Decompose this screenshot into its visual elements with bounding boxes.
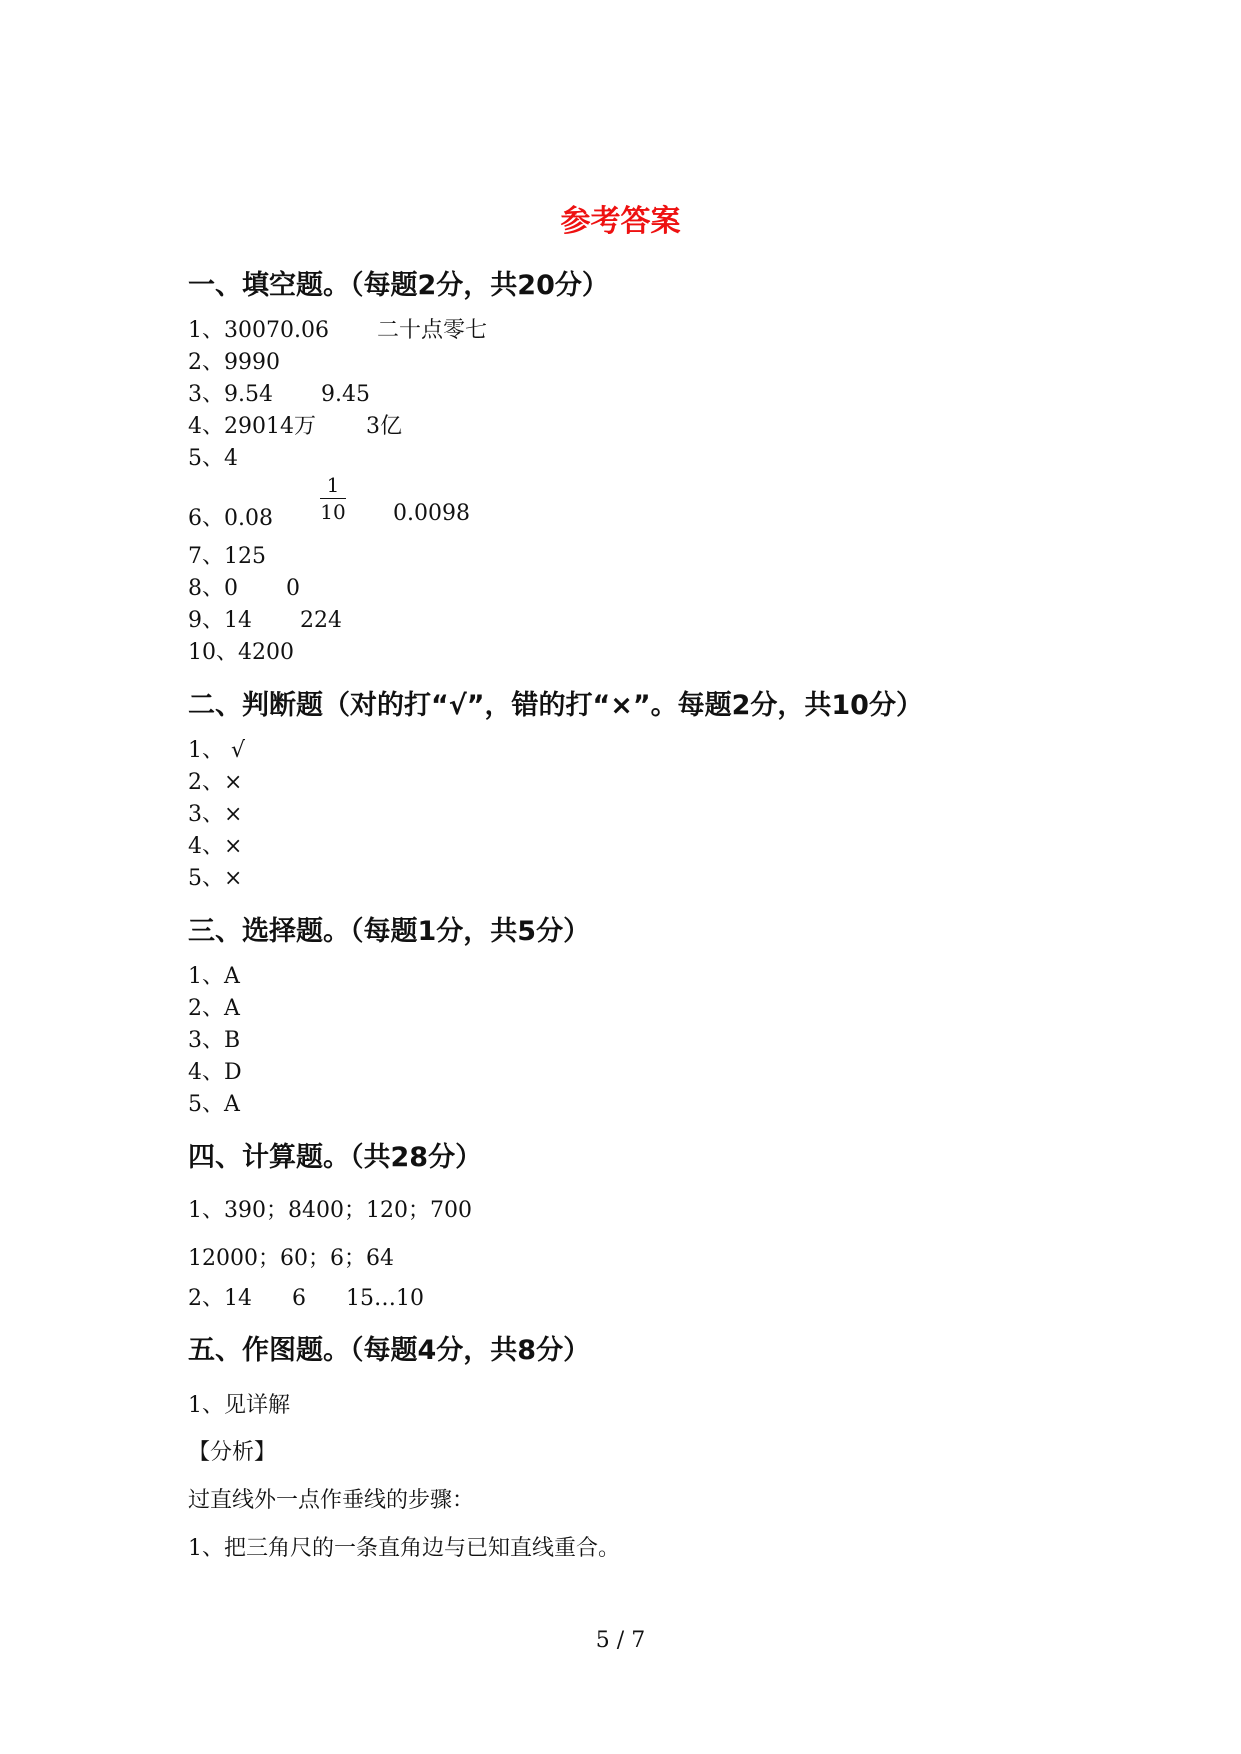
answer-text: 3、9.54 (188, 382, 273, 407)
answer-text: 15…10 (346, 1286, 424, 1311)
page-number: 5 / 7 (595, 1628, 646, 1653)
answer-text: 二十点零七 (376, 318, 487, 343)
answer-text: 6 (292, 1286, 306, 1311)
section-heading-multiple-choice: 三、选择题。（每题1分，共5分） (188, 916, 591, 947)
section-heading-fill-blank: 一、填空题。（每题2分，共20分） (188, 270, 609, 301)
answer-line: 12000；60；6；64 (188, 1246, 394, 1271)
answer-line-2: 2、9990 (188, 350, 280, 375)
answer-line: 1、 √ (188, 738, 246, 763)
answer-text: 1、30070.06 (188, 318, 329, 343)
fraction (318, 473, 348, 524)
answer-line: 1、390；8400；120；700 (188, 1198, 472, 1223)
answer-line: 1、见详解 (188, 1393, 290, 1418)
analysis-label: 【分析】 (188, 1440, 277, 1465)
answer-line-7: 7、125 (188, 544, 266, 569)
answer-line-4 (188, 409, 402, 440)
section-heading-true-false: 二、判断题（对的打“√”，错的打“×”。每题2分，共10分） (188, 690, 923, 721)
fraction-bar (320, 498, 346, 499)
fraction-numerator: 1 (326, 473, 340, 497)
answer-line-3 (188, 377, 370, 408)
answer-line: 2、A (188, 996, 240, 1021)
answer-line: 2、× (188, 770, 243, 795)
section-heading-calculation: 四、计算题。（共28分） (188, 1142, 483, 1173)
answer-line-6 (188, 501, 273, 532)
answer-text: 3亿 (365, 414, 402, 439)
answer-line-1 (188, 313, 487, 344)
answer-text: 2、14 (188, 1286, 252, 1311)
answer-text: 0 (286, 576, 300, 601)
answer-line-9 (188, 603, 342, 634)
fraction-denominator: 10 (320, 500, 346, 524)
answer-text: 8、0 (188, 576, 238, 601)
answer-line-8 (188, 571, 300, 602)
answer-line: 4、D (188, 1060, 242, 1085)
answer-line (188, 1281, 424, 1312)
answer-text: 4、29014万 (188, 414, 316, 439)
answer-line: 5、A (188, 1092, 240, 1117)
answer-text: 224 (300, 608, 342, 633)
answer-line: 1、A (188, 964, 240, 989)
answer-line: 3、B (188, 1028, 241, 1053)
answer-line: 3、× (188, 802, 243, 827)
answer-text: 6、0.08 (188, 506, 273, 531)
section-heading-drawing: 五、作图题。（每题4分，共8分） (188, 1335, 591, 1366)
answer-line: 4、× (188, 834, 243, 859)
answer-text: 9、14 (188, 608, 252, 633)
answer-line-10: 10、4200 (188, 640, 294, 665)
answer-line: 5、× (188, 866, 243, 891)
answer-text: 0.0098 (393, 501, 470, 526)
answer-line-5: 5、4 (188, 446, 238, 471)
analysis-text: 1、把三角尺的一条直角边与已知直线重合。 (188, 1536, 620, 1561)
answer-text: 9.45 (320, 382, 370, 407)
page-title: 参考答案 (560, 204, 681, 239)
analysis-text: 过直线外一点作垂线的步骤： (188, 1488, 475, 1513)
